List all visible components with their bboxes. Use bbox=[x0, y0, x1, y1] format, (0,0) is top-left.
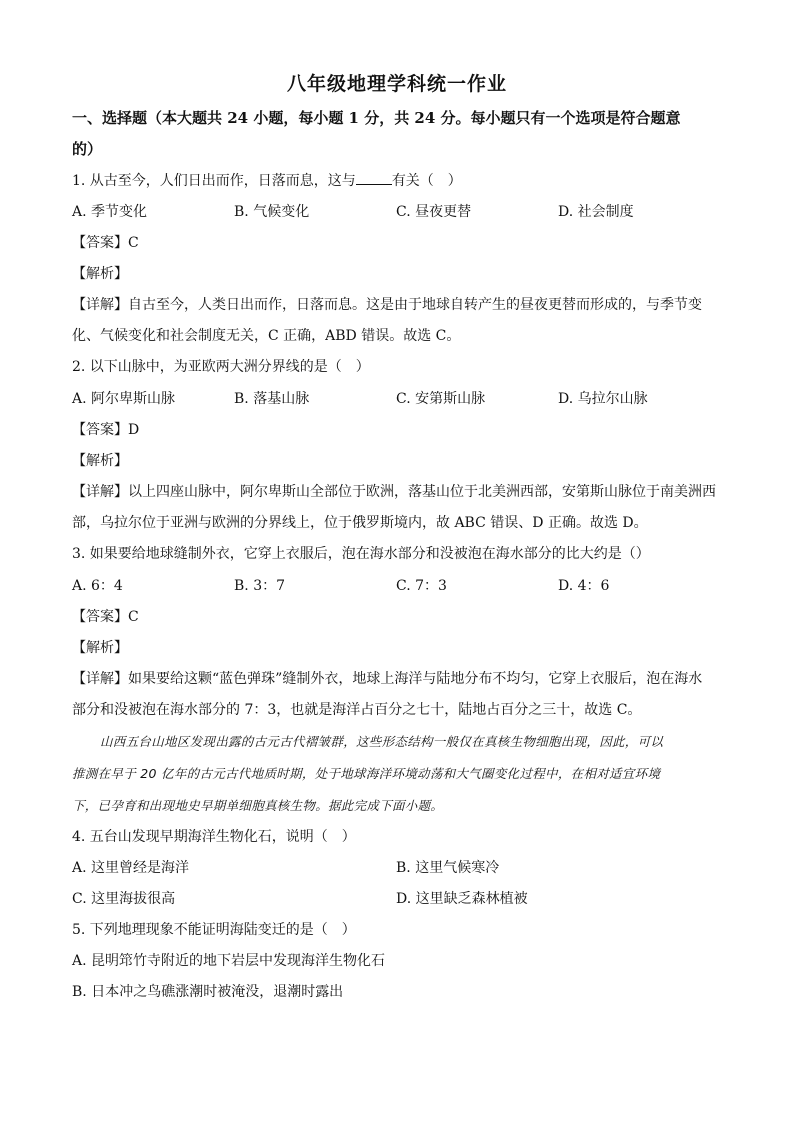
question-2-detail-line1: 【详解】以上四座山脉中，阿尔卑斯山全部位于欧洲，落基山位于北美洲西部，安第斯山脉位于南美洲西 bbox=[72, 484, 716, 500]
question-2-detail-line2: 部，乌拉尔位于亚洲与欧洲的分界线上，位于俄罗斯境内，故 ABC 错误、D 正确。故选 D。 bbox=[72, 515, 648, 531]
question-1-detail-line2: 化、气候变化和社会制度无关，C 正确，ABD 错误。故选 C。 bbox=[72, 328, 461, 344]
question-5-option-b: B. 日本冲之鸟礁涨潮时被淹没，退潮时露出 bbox=[72, 984, 344, 1000]
question-2-answer: 【答案】D bbox=[72, 422, 140, 438]
question-2-option-a: A. 阿尔卑斯山脉 bbox=[72, 391, 176, 407]
question-2-option-b: B. 落基山脉 bbox=[234, 391, 310, 407]
reading-passage-line1: 山西五台山地区发现出露的古元古代褶皱群，这些形态结构一般仅在真核生物细胞出现，因此，可以 bbox=[100, 734, 664, 749]
question-1-option-a: A. 季节变化 bbox=[72, 204, 148, 220]
question-3-answer: 【答案】C bbox=[72, 609, 139, 625]
question-4-option-b: B. 这里气候寒冷 bbox=[396, 860, 500, 876]
question-4-option-c: C. 这里海拔很高 bbox=[72, 891, 176, 907]
question-5-option-a: A. 昆明筇竹寺附近的地下岩层中发现海洋生物化石 bbox=[72, 953, 386, 969]
question-1-answer: 【答案】C bbox=[72, 235, 139, 251]
answer-blank bbox=[356, 170, 392, 185]
question-5-stem: 5. 下列地理现象不能证明海陆变迁的是（ ） bbox=[72, 922, 356, 938]
question-1-stem-end: 有关（ ） bbox=[391, 173, 462, 189]
section-heading-line2: 的） bbox=[72, 140, 103, 158]
question-3-stem: 3. 如果要给地球缝制外衣，它穿上衣服后，泡在海水部分和没被泡在海水部分的比大约是（） bbox=[72, 546, 650, 562]
question-1-stem-start: 1. 从古至今，人们日出而作，日落而息，这与 bbox=[72, 173, 356, 189]
question-1-stem bbox=[72, 170, 462, 191]
page-title: 八年级地理学科统一作业 bbox=[286, 73, 507, 95]
question-1-analysis: 【解析】 bbox=[72, 266, 128, 282]
question-1-option-b: B. 气候变化 bbox=[234, 204, 310, 220]
question-2-analysis: 【解析】 bbox=[72, 453, 128, 469]
question-3-option-d: D. 4：6 bbox=[558, 578, 610, 594]
question-1-detail-line1: 【详解】自古至今，人类日出而作，日落而息。这是由于地球自转产生的昼夜更替而形成的，与季节变 bbox=[72, 297, 702, 313]
question-4-stem: 4. 五台山发现早期海洋生物化石，说明（ ） bbox=[72, 829, 356, 845]
question-3-analysis: 【解析】 bbox=[72, 640, 128, 656]
question-3-detail-line2: 部分和没被泡在海水部分的 7：3，也就是海洋占百分之七十，陆地占百分之三十，故选 C。 bbox=[72, 702, 642, 718]
question-3-option-a: A. 6：4 bbox=[72, 578, 123, 594]
question-2-stem: 2. 以下山脉中，为亚欧两大洲分界线的是（ ） bbox=[72, 359, 370, 375]
question-1-option-d: D. 社会制度 bbox=[558, 204, 634, 220]
question-2-option-c: C. 安第斯山脉 bbox=[396, 391, 486, 407]
question-1-option-c: C. 昼夜更替 bbox=[396, 204, 472, 220]
reading-passage-line3: 下，已孕育和出现地史早期单细胞真核生物。据此完成下面小题。 bbox=[72, 798, 444, 813]
question-3-option-b: B. 3：7 bbox=[234, 578, 286, 594]
question-4-option-d: D. 这里缺乏森林植被 bbox=[396, 891, 528, 907]
question-3-detail-line1: 【详解】如果要给这颗“蓝色弹珠”缝制外衣，地球上海洋与陆地分布不均匀，它穿上衣服后，泡在海水 bbox=[72, 671, 703, 687]
reading-passage-line2: 推测在早于 20 亿年的古元古代地质时期，处于地球海洋环境动荡和大气圈变化过程中，在相对适宜环境 bbox=[72, 766, 661, 781]
question-4-option-a: A. 这里曾经是海洋 bbox=[72, 860, 190, 876]
question-2-option-d: D. 乌拉尔山脉 bbox=[558, 391, 648, 407]
question-3-option-c: C. 7：3 bbox=[396, 578, 447, 594]
section-heading-line1: 一、选择题（本大题共 24 小题，每小题 1 分，共 24 分。每小题只有一个选项是符合题意 bbox=[72, 109, 681, 127]
